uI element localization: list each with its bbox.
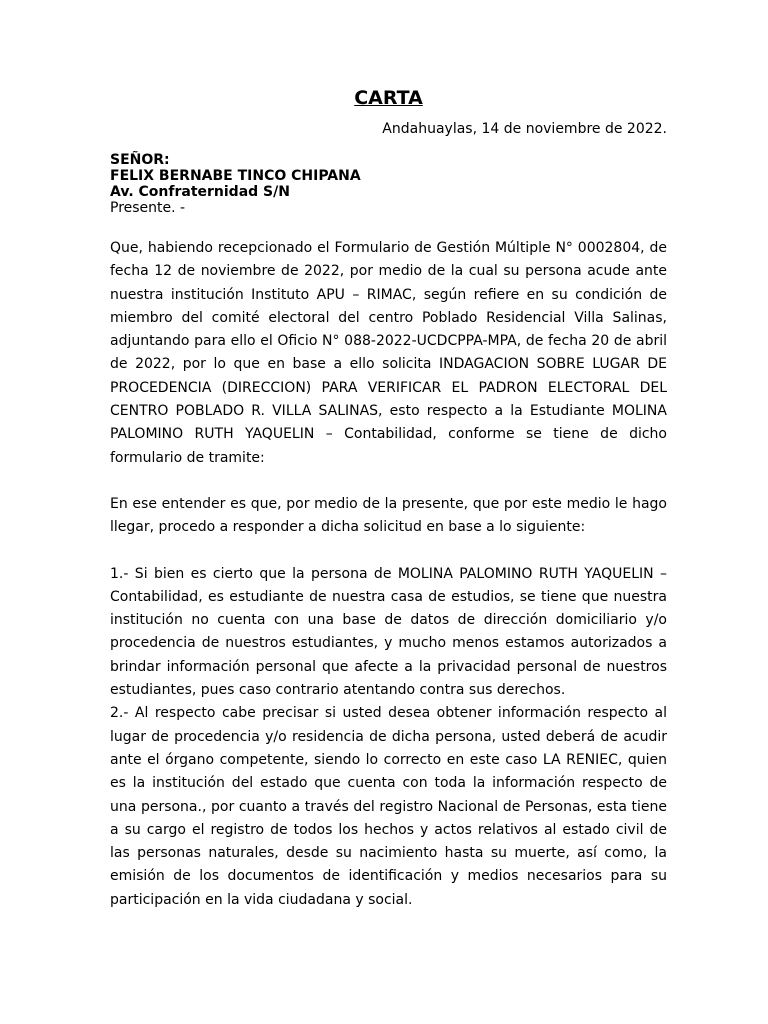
body-paragraph-3: 1.- Si bien es cierto que la persona de MOLINA PALOMINO RUTH YAQUELIN – Contabilidad, es estudiante de nuestra casa de estudios, se tiene que nuestra institución no cuenta con una base de datos de dirección domiciliario y/o procedencia de nuestros estudiantes, y mucho menos estamos autorizados a brindar información personal que afecte a la privacidad personal de nuestros estudiantes, pues caso contrario atentando contra sus derechos. bbox=[110, 565, 667, 699]
addressee-block bbox=[110, 152, 667, 216]
body-paragraph-4: 2.- Al respecto cabe precisar si usted desea obtener información respecto al lugar de procedencia y/o residencia de dicha persona, usted deberá de acudir ante el órgano competente, siendo lo correcto en este caso LA RENIEC, quien es la institución del estado que cuenta con toda la información respecto de una persona., por cuanto a través del registro Nacional de Personas, esta tiene a su cargo el registro de todos los hechos y actos relativos al estado civil de las personas naturales, desde su nacimiento hasta su muerte, así como, la emisión de los documentos de identificación y medios necesarios para su participación en la vida ciudadana y social. bbox=[110, 705, 667, 908]
date-line: Andahuaylas, 14 de noviembre de 2022. bbox=[382, 121, 667, 137]
letter-title: CARTA bbox=[354, 87, 423, 109]
body-paragraph-1: Que, habiendo recepcionado el Formulario de Gestión Múltiple N° 0002804, de fecha 12 de noviembre de 2022, por medio de la cual su persona acude ante nuestra institución Instituto APU – RIMAC, según refiere en su condición de miembro del comité electoral del centro Poblado Residencial Villa Salinas, adjuntando para ello el Oficio N° 088-2022-UCDCPPA-MPA, de fecha 20 de abril de 2022, por lo que en base a ello solicita INDAGACION SOBRE LUGAR DE PROCEDENCIA (DIRECCION) PARA VERIFICAR EL PADRON ELECTORAL DEL CENTRO POBLADO R. VILLA SALINAS, esto respecto a la Estudiante MOLINA PALOMINO RUTH YAQUELIN – Contabilidad, conforme se tiene de dicho formulario de tramite: bbox=[110, 240, 667, 466]
salutation: SEÑOR: bbox=[110, 152, 170, 168]
addressee-address: Av. Confraternidad S/N bbox=[110, 184, 290, 200]
addressee-name: FELIX BERNABE TINCO CHIPANA bbox=[110, 168, 361, 184]
body-paragraph-2: En ese entender es que, por medio de la presente, que por este medio le hago llegar, procedo a responder a dicha solicitud en base a lo siguiente: bbox=[110, 495, 667, 536]
presente-line: Presente. - bbox=[110, 200, 186, 216]
